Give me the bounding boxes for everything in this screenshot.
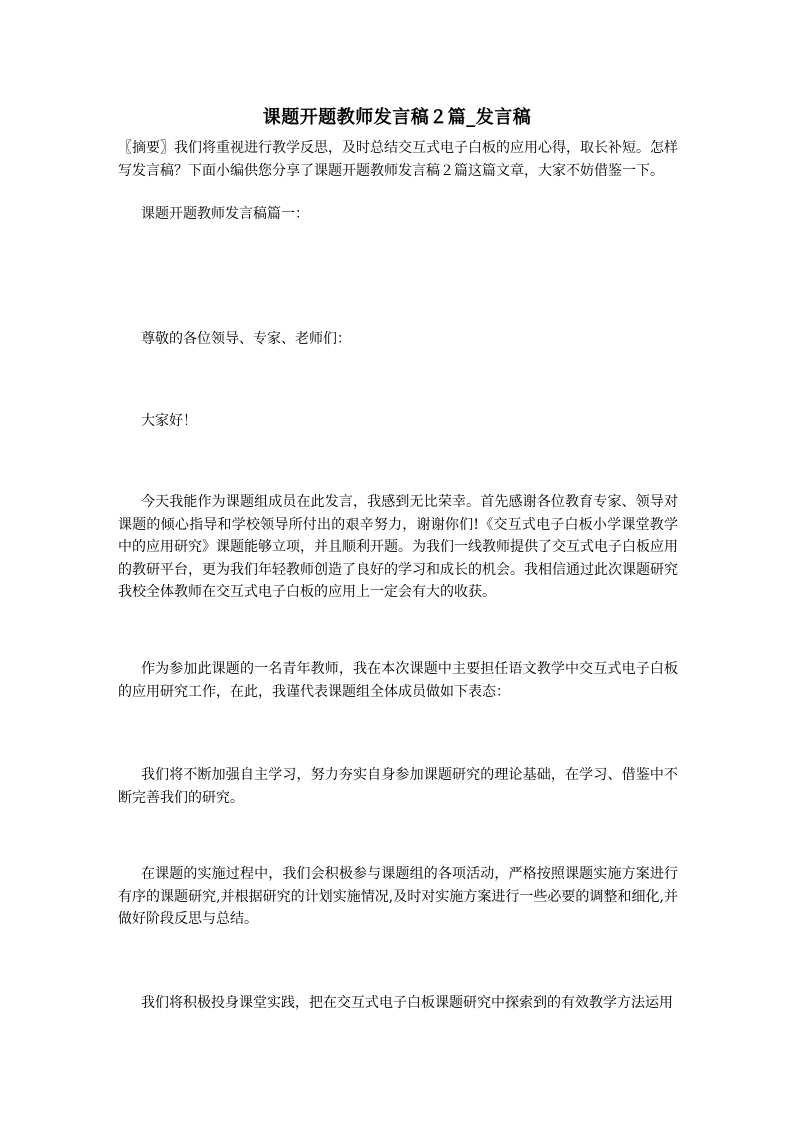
salutation-paragraph: 尊敬的各位领导、专家、老师们： bbox=[141, 331, 351, 347]
body-paragraph: 今天我能作为课题组成员在此发言，我感到无比荣幸。首先感谢各位教育专家、领导对课题的倾心指导和学校领导所付出的艰辛努力，谢谢你们!《交互式电子白板小学课堂教学中的应用研究》课题能够立项，并且顺利开题。为我们一线教师提供了交互式电子白板应用的教研平台，更为我们年轻教师创造了良好的学习和成长的机会。我相信通过此次课题研究我校全体教师在交互式电子白板的应用上一定会有大的收获。 bbox=[118, 494, 678, 600]
body-paragraph: 我们将不断加强自主学习，努力夯实自身参加课题研究的理论基础，在学习、借鉴中不断完善我们的研究。 bbox=[118, 767, 678, 806]
greeting-paragraph: 大家好！ bbox=[141, 413, 197, 429]
abstract-paragraph: 〖摘要〗我们将重视进行教学反思，及时总结交互式电子白板的应用心得，取长补短。怎样写发言稿？下面小编供您分享了课题开题教师发言稿２篇这篇文章，大家不妨借鉴一下。 bbox=[118, 140, 678, 179]
document-title: 课题开题教师发言稿２篇_发言稿 bbox=[262, 107, 532, 128]
section-heading: 课题开题教师发言稿篇一： bbox=[141, 206, 309, 222]
body-paragraph: 在课题的实施过程中，我们会积极参与课题组的各项活动，严格按照课题实施方案进行有序的课题研究,并根据研究的计划实施情况,及时对实施方案进行一些必要的调整和细化,并做好阶段反思与总结。 bbox=[118, 866, 678, 927]
body-paragraph: 我们将积极投身课堂实践，把在交互式电子白板课题研究中探索到的有效教学方法运用 bbox=[141, 995, 673, 1011]
body-paragraph: 作为参加此课题的一名青年教师，我在本次课题中主要担任语文教学中交互式电子白板的应用研究工作，在此，我谨代表课题组全体成员做如下表态： bbox=[118, 661, 678, 700]
